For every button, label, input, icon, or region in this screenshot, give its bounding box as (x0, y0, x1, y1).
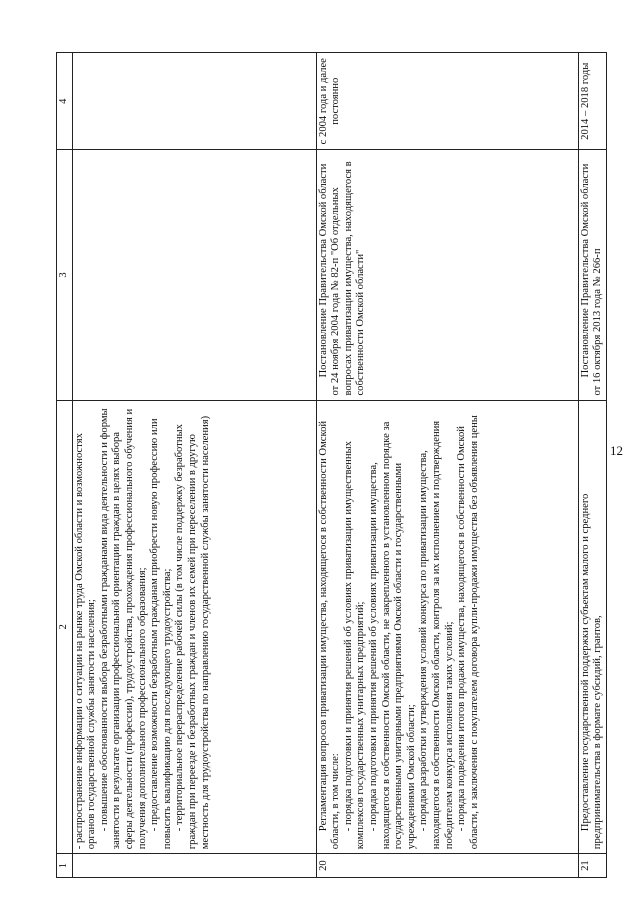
row-period (72, 53, 316, 150)
measure-item: - предоставление возможности безработным гражданам приобрести новую профессию или повысить квалификацию для последующего трудоустройства; (149, 418, 173, 850)
measure-item: - повышение обоснованности выбора безработными гражданами вида деятельности и формы занятости в результате организации профессиональной ориентации граждан в целях выбора сферы деятельности (профессии), трудоустройства, прохождения профессионального обучения и получения дополнительного профессионального образования; (98, 408, 148, 850)
page-number: 12 (610, 443, 623, 458)
row-period: с 2004 года и далее постоянно (316, 53, 578, 150)
header-cell-3: 3 (57, 150, 73, 400)
document-text: Постановление Правительства Омской области от 16 октября 2013 года № 266-п (579, 163, 604, 396)
measure-item: - порядка подведения итогов продажи имущества, находящегося в собственности Омской области, и заключения с покупателем договора купли-продажи имущества без объявления цены (456, 415, 480, 850)
measure-item: - порядка подготовки и принятия решений об условиях приватизации имущественных комплексов государственных унитарных предприятий; (342, 441, 367, 850)
header-row (57, 53, 73, 878)
measure-item: - порядка подготовки и принятия решений об условиях приватизации имущества, находящегося в собственности Омской области, не закрепленного в установленном порядке за государственными унитарными предприятиями Омской области и государственными учреждениями Омской области; (367, 421, 417, 850)
row-number: 20 (316, 854, 578, 878)
table-row (578, 53, 606, 878)
plan-table (56, 52, 607, 878)
row-document (578, 150, 606, 400)
header-cell-1: 1 (57, 854, 73, 878)
measure-item: Предоставление государственной поддержки субъектам малого и среднего предпринимательства в формате субсидий, грантов, (579, 493, 604, 850)
row-measures (316, 400, 578, 854)
row-number: 21 (578, 854, 606, 878)
row-document (316, 150, 578, 400)
row-document (72, 150, 316, 400)
measure-item: - территориальное перераспределение рабочей силы (в том числе поддержку безработных граждан при переезде и безработных граждан и членов их семей при переселении в другую местность для трудоустройства по направлению государственной службы занятости населения) (174, 415, 211, 850)
rotated-table-sheet (56, 52, 604, 878)
header-cell-4: 4 (57, 53, 73, 150)
row-period: 2014 – 2018 годы (578, 53, 606, 150)
document-text: Постановление Правительства Омской области от 24 ноября 2004 года № 82-п "Об отдельных вопросах приватизации имущества, находящегося в собственности Омской области" (317, 161, 367, 396)
header-cell-2: 2 (57, 400, 73, 854)
row-number (72, 854, 316, 878)
row-measures (578, 400, 606, 854)
table-row (316, 53, 578, 878)
measure-item: Регламентация вопросов приватизации имущества, находящегося в собственности Омской области, в том числе: (317, 420, 342, 850)
measure-item: - порядка разработки и утверждения условий конкурса по приватизации имущества, находящегося в собственности Омской области, контроля за их исполнением и подтверждения победителем конкурса исполнения таких условий; (418, 420, 455, 850)
table-row (72, 53, 316, 878)
row-measures (72, 400, 316, 854)
measure-item: - распространение информации о ситуации на рынке труда Омской области и возможностях органов государственной службы занятости населения; (73, 433, 98, 850)
